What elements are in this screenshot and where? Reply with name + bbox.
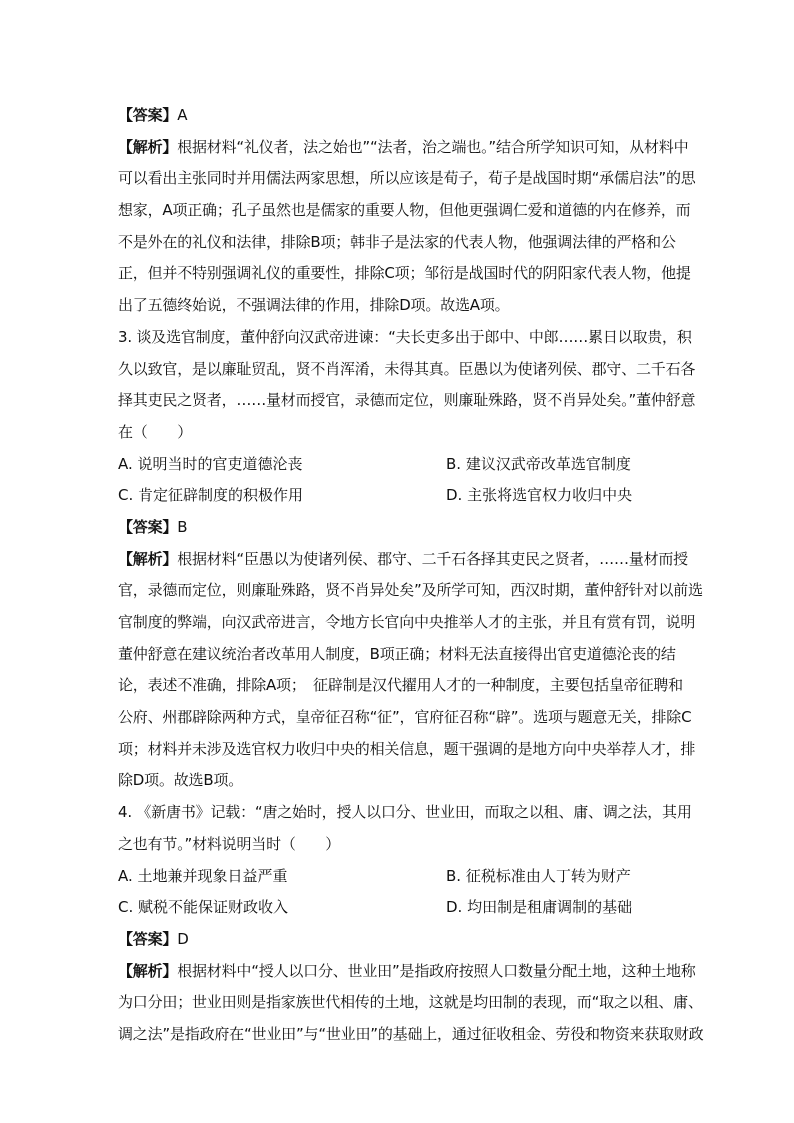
document-page	[118, 100, 704, 1051]
question-line: 4. 《新唐书》记载：“唐之始时，授人以口分、世业田，而取之以租、庸、调之法，其用	[118, 803, 692, 822]
answer-label: 【答案】	[118, 929, 178, 948]
analysis-line: 不是外在的礼仪和法律，排除B项；韩非子是法家的代表人物，他强调法律的严格和公	[118, 232, 676, 251]
analysis-line	[118, 544, 688, 576]
analysis-text: 根据材料“臣愚以为使诸列侯、郡守、二千石各择其吏民之贤者，……量材而授	[177, 549, 688, 568]
analysis-line: 除D项。故选B项。	[118, 771, 244, 790]
options-row	[118, 449, 678, 481]
answer-label: 【答案】	[118, 517, 178, 536]
question-line: 3. 谈及选官制度，董仲舒向汉武帝进谏：“夫长吏多出于郎中、中郎……累日以取贵，积	[118, 327, 692, 346]
analysis-line: 调之法”是指政府在“世业田”与“世业田”的基础上，通过征收租金、劳役和物资来获取财政	[118, 1024, 704, 1043]
option-a: A. 土地兼并现象日益严重	[118, 866, 288, 885]
answer-value: A	[177, 106, 188, 124]
answer-line	[118, 100, 678, 132]
analysis-line	[118, 132, 689, 164]
options-row	[118, 861, 678, 893]
options-row	[118, 480, 678, 512]
answer-label: 【答案】	[118, 106, 178, 124]
question-line: 择其吏民之贤者，……量材而授官，录德而定位，则廉耻殊路，贤不肖异处矣。”董仲舒意	[118, 391, 696, 410]
analysis-text: 根据材料“礼仪者，法之始也”“法者，治之端也。”结合所学知识可知，从材料中	[177, 137, 689, 156]
analysis-line: 正，但并不特别强调礼仪的重要性，排除C项；邹衍是战国时代的阴阳家代表人物，他提	[118, 264, 691, 283]
analysis-line	[118, 956, 696, 988]
option-a: A. 说明当时的官吏道德沦丧	[118, 454, 303, 473]
options-row	[118, 892, 678, 924]
analysis-text: 根据材料中“授人以口分、世业田”是指政府按照人口数量分配土地，这种土地称	[177, 961, 696, 980]
answer-line	[118, 512, 678, 544]
analysis-line: 论，表述不准确，排除A项； 征辟制是汉代擢用人才的一种制度，主要包括皇帝征聘和	[118, 676, 683, 695]
answer-value: D	[177, 929, 189, 948]
option-d: D. 主张将选官权力收归中央	[446, 486, 633, 505]
analysis-label: 【解析】	[118, 549, 178, 568]
option-b: B. 征税标准由人丁转为财产	[446, 866, 631, 885]
analysis-line: 想家，A项正确；孔子虽然也是儒家的重要人物，但他更强调仁爱和道德的内在修养，而	[118, 201, 691, 220]
option-c: C. 肯定征辟制度的积极作用	[118, 486, 304, 505]
analysis-line: 董仲舒意在建议统治者改革用人制度，B项正确；材料无法直接得出官吏道德沦丧的结	[118, 644, 676, 663]
answer-line	[118, 924, 678, 956]
answer-value: B	[177, 517, 188, 536]
analysis-line: 官，录德而定位，则廉耻殊路，贤不肖异处矣”及所学可知，西汉时期，董仲舒针对以前选	[118, 581, 703, 600]
analysis-line: 官制度的弊端，向汉武帝进言，令地方长官向中央推举人才的主张，并且有赏有罚，说明	[118, 613, 696, 631]
analysis-line: 可以看出主张同时并用儒法两家思想，所以应该是荀子，荀子是战国时期“承儒启法”的思	[118, 169, 696, 188]
option-c: C. 赋税不能保证财政收入	[118, 898, 289, 917]
option-b: B. 建议汉武帝改革选官制度	[446, 454, 631, 473]
analysis-line: 公府、州郡辟除两种方式，皇帝征召称“征”，官府征召称“辟”。选项与题意无关，排除C	[118, 708, 692, 727]
analysis-label: 【解析】	[118, 961, 178, 980]
analysis-line: 出了五德终始说，不强调法律的作用，排除D项。故选A项。	[118, 296, 510, 315]
question-line: 之也有节。”材料说明当时（ ）	[118, 834, 341, 853]
question-line: 久以致官，是以廉耻贸乱，贤不肖浑淆，未得其真。臣愚以为使诸列侯、郡守、二千石各	[118, 359, 696, 378]
analysis-line: 为口分田；世业田则是指家族世代相传的土地，这就是均田制的表现，而“取之以租、庸、	[118, 993, 703, 1012]
analysis-line: 项；材料并未涉及选官权力收归中央的相关信息，题干强调的是地方向中央举荐人才，排	[118, 739, 696, 758]
analysis-label: 【解析】	[118, 137, 178, 156]
option-d: D. 均田制是租庸调制的基础	[446, 898, 633, 917]
question-line: 在（ ）	[118, 422, 193, 441]
